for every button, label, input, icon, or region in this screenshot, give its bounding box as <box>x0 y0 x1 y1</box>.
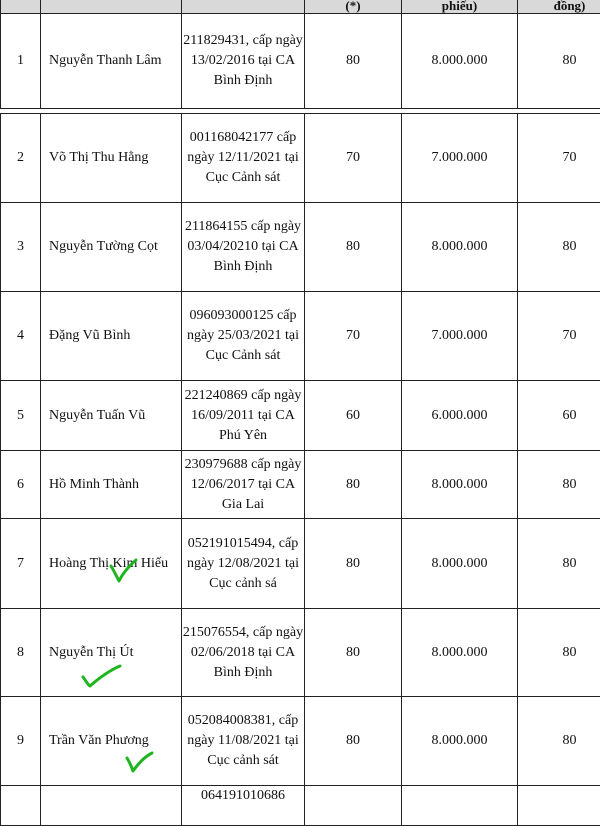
row-value: 8.000.000 <box>402 609 518 697</box>
table-row <box>1 381 600 451</box>
row-name: Trần Văn Phương <box>41 697 182 786</box>
table-block-1 <box>0 13 600 109</box>
row-id-info: 211829431, cấp ngày 13/02/2016 tại CA Bình Định <box>182 14 305 109</box>
row-value: 8.000.000 <box>402 14 518 109</box>
header-value: phiếu) <box>402 0 518 14</box>
row-stt: 8 <box>1 609 41 697</box>
row-stt: 9 <box>1 697 41 786</box>
table-row <box>1 292 600 381</box>
row-value: 7.000.000 <box>402 114 518 203</box>
row-shares: 70 <box>305 292 402 381</box>
row-stt <box>1 786 41 826</box>
row-votes: 70 <box>518 292 600 381</box>
row-shares <box>305 786 402 826</box>
row-stt: 7 <box>1 519 41 609</box>
table-row <box>1 203 600 292</box>
row-stt: 3 <box>1 203 41 292</box>
row-votes: 80 <box>518 14 600 109</box>
row-votes: 80 <box>518 697 600 786</box>
row-value: 6.000.000 <box>402 381 518 451</box>
row-id-info: 211864155 cấp ngày 03/04/20210 tại CA Bình Định <box>182 203 305 292</box>
table-row <box>1 114 600 203</box>
row-id-info: 052191015494, cấp ngày 12/08/2021 tại Cục cảnh sá <box>182 519 305 609</box>
row-value: 8.000.000 <box>402 697 518 786</box>
row-stt: 4 <box>1 292 41 381</box>
checkmark-icon <box>108 557 140 585</box>
row-id-info: 221240869 cấp ngày 16/09/2011 tại CA Phú Yên <box>182 381 305 451</box>
row-id-info: 215076554, cấp ngày 02/06/2018 tại CA Bình Định <box>182 609 305 697</box>
row-name: Nguyễn Tường Cọt <box>41 203 182 292</box>
row-name: Nguyễn Thanh Lâm <box>41 14 182 109</box>
row-shares: 80 <box>305 697 402 786</box>
row-votes: 80 <box>518 519 600 609</box>
table-header <box>0 0 600 14</box>
header-name <box>41 0 182 14</box>
row-votes <box>518 786 600 826</box>
row-shares: 80 <box>305 609 402 697</box>
row-value: 7.000.000 <box>402 292 518 381</box>
row-shares: 80 <box>305 203 402 292</box>
row-stt: 5 <box>1 381 41 451</box>
table-row <box>1 451 600 519</box>
row-votes: 80 <box>518 609 600 697</box>
table-row <box>1 786 600 826</box>
row-id-info: 230979688 cấp ngày 12/06/2017 tại CA Gia Lai <box>182 451 305 519</box>
header-id <box>182 0 305 14</box>
table-row <box>1 697 600 786</box>
row-name: Đặng Vũ Bình <box>41 292 182 381</box>
checkmark-icon <box>124 746 156 774</box>
row-votes: 80 <box>518 203 600 292</box>
row-value <box>402 786 518 826</box>
row-name: Võ Thị Thu Hằng <box>41 114 182 203</box>
header-stt <box>1 0 41 14</box>
table-row <box>1 14 600 109</box>
row-value: 8.000.000 <box>402 519 518 609</box>
row-name: Nguyễn Thị Út <box>41 609 182 697</box>
row-name: Hồ Minh Thành <box>41 451 182 519</box>
row-stt: 2 <box>1 114 41 203</box>
row-value: 8.000.000 <box>402 451 518 519</box>
row-id-info: 096093000125 cấp ngày 25/03/2021 tại Cục Cảnh sát <box>182 292 305 381</box>
row-id-info: 064191010686 <box>182 786 305 826</box>
row-votes: 70 <box>518 114 600 203</box>
checkmark-icon <box>80 661 124 691</box>
row-shares: 80 <box>305 451 402 519</box>
header-qty: (*) <box>305 0 402 14</box>
table-block-2 <box>0 113 600 826</box>
row-name: Nguyễn Tuấn Vũ <box>41 381 182 451</box>
row-id-info: 001168042177 cấp ngày 12/11/2021 tại Cục Cảnh sát <box>182 114 305 203</box>
row-name: Hoàng Thị Kim Hiếu <box>41 519 182 609</box>
row-stt: 1 <box>1 14 41 109</box>
row-shares: 80 <box>305 14 402 109</box>
row-shares: 80 <box>305 519 402 609</box>
row-shares: 60 <box>305 381 402 451</box>
table-row <box>1 519 600 609</box>
row-votes: 80 <box>518 451 600 519</box>
row-votes: 60 <box>518 381 600 451</box>
row-value: 8.000.000 <box>402 203 518 292</box>
row-id-info: 052084008381, cấp ngày 11/08/2021 tại Cục cảnh sát <box>182 697 305 786</box>
row-name <box>41 786 182 826</box>
row-shares: 70 <box>305 114 402 203</box>
row-stt: 6 <box>1 451 41 519</box>
header-votes: đồng) <box>518 0 600 14</box>
